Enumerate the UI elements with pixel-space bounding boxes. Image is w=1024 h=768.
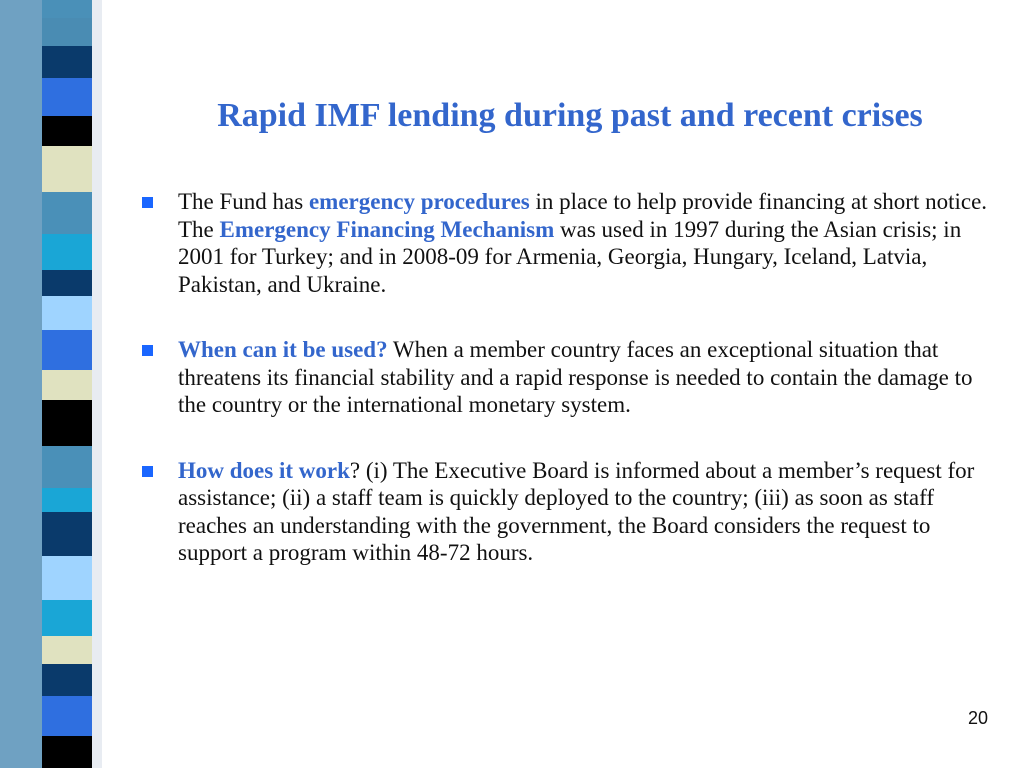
stripe-column (0, 0, 42, 768)
slide-title: Rapid IMF lending during past and recent crises (217, 97, 923, 134)
bullet-item (140, 336, 995, 419)
bullet-text: was used in 1997 during the Asian crisis; in 2001 for Turkey; and in 2008-09 for Armenia, Georgia, Hungary, Iceland, Latvia, Pakistan, and Ukraine. (178, 216, 962, 297)
stripe-block (42, 446, 92, 488)
bullet-highlight: When can it be used? (178, 337, 388, 362)
stripe-block (42, 636, 92, 664)
bullet-highlight: Emergency Financing Mechanism (219, 216, 555, 242)
stripe-block (42, 146, 92, 192)
stripe-block (42, 600, 92, 636)
stripe-column (92, 0, 102, 768)
stripe-block (42, 556, 92, 600)
stripe-block (42, 330, 92, 370)
stripe-block (42, 46, 92, 78)
stripe-block (42, 18, 92, 46)
bullet-highlight: How does it work (178, 457, 350, 483)
decorative-stripe-sidebar (0, 0, 120, 768)
bullet-list (140, 188, 995, 567)
square-bullet-icon (142, 345, 153, 356)
bullet-item (140, 188, 995, 298)
bullet-text: ? (i) The Executive Board is informed about a member’s request for assistance; (ii) a staff team is quickly deployed to the country; (iii) as soon as staff reaches an understanding with the government, the Board considers the request to support a program within 48-72 hours. (178, 457, 975, 565)
bullet-text: The Fund has (178, 189, 309, 214)
stripe-block (42, 116, 92, 146)
bullet-highlight: emergency procedures (308, 189, 530, 214)
stripe-block (42, 296, 92, 330)
stripe-column (102, 0, 120, 768)
stripe-block (42, 488, 92, 512)
stripe-block (42, 234, 92, 270)
stripe-block (42, 400, 92, 446)
stripe-block (42, 736, 92, 768)
square-bullet-icon (142, 197, 153, 208)
bullet-text: in place to help provide financing at short notice. The (178, 189, 988, 242)
bullet-item (140, 457, 995, 567)
stripe-block (42, 370, 92, 400)
stripe-block (42, 192, 92, 234)
stripe-block (42, 0, 92, 18)
page-number: 20 (967, 708, 988, 728)
stripe-block (42, 664, 92, 696)
bullet-text: When a member country faces an exceptional situation that threatens its financial stability and a rapid response is needed to contain the damage to the country or the international monetary system. (178, 337, 973, 417)
stripe-block (42, 78, 92, 116)
square-bullet-icon (142, 466, 153, 477)
stripe-block (42, 512, 92, 556)
stripe-block (42, 270, 92, 296)
stripe-block (42, 696, 92, 736)
